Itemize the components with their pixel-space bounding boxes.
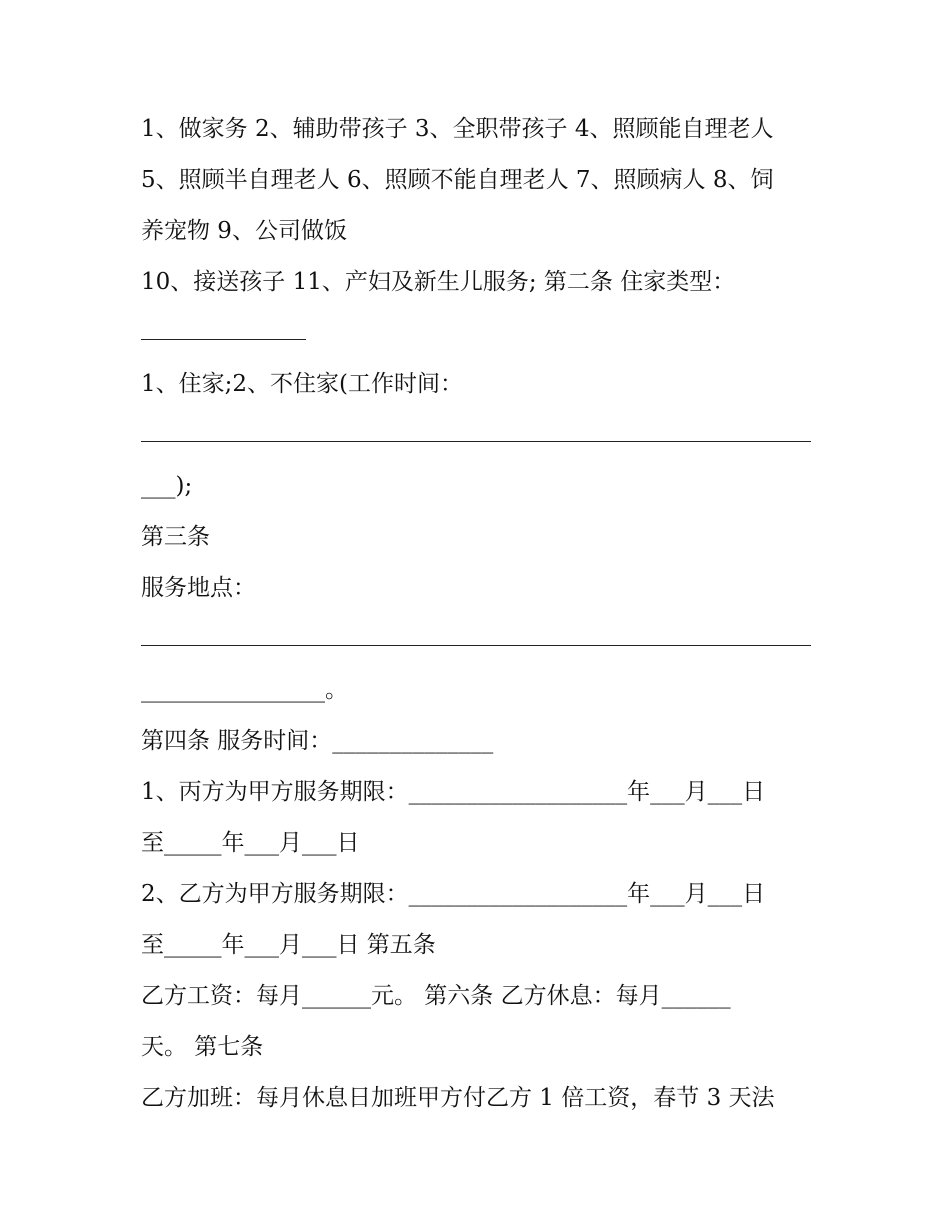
article-3-heading: 第三条 [141, 524, 210, 550]
wage-rest-line: 乙方工资：每月______元。 第六条 乙方休息：每月______ [141, 983, 731, 1009]
blank-rule [141, 339, 306, 340]
text-line-1: 1、做家务 2、辅助带孩子 3、全职带孩子 4、照顾能自理老人 [141, 116, 774, 142]
article-4-line: 第四条 服务时间：______________ [141, 728, 494, 754]
article-7-line: 天。 第七条 [141, 1034, 264, 1060]
text-line-9: ________________。 [141, 677, 348, 703]
text-line-4: 10、接送孩子 11、产妇及新生儿服务; 第二条 住家类型： [141, 269, 736, 295]
term-c-end-line: 至_____年___月___日 [141, 830, 360, 856]
text-line-6: ___); [141, 473, 193, 499]
text-line-5: 1、住家;2、不住家(工作时间： [141, 371, 463, 397]
blank-residence-type [141, 308, 811, 359]
text-line-2: 5、照顾半自理老人 6、照顾不能自理老人 7、照顾病人 8、饲 [141, 167, 774, 193]
contract-text [141, 104, 811, 1124]
term-b-end-line: 至_____年___月___日 第五条 [141, 932, 436, 958]
term-b-line: 2、乙方为甲方服务期限：___________________年___月___日 [141, 881, 766, 907]
term-c-line: 1、丙方为甲方服务期限：___________________年___月___日 [141, 779, 766, 805]
blank-work-time [141, 410, 811, 461]
blank-service-location [141, 614, 811, 665]
text-line-3: 养宠物 9、公司做饭 [141, 218, 347, 244]
overtime-line: 乙方加班：每月休息日加班甲方付乙方 1 倍工资，春节 3 天法 [141, 1085, 775, 1111]
service-location-label: 服务地点： [141, 575, 256, 601]
